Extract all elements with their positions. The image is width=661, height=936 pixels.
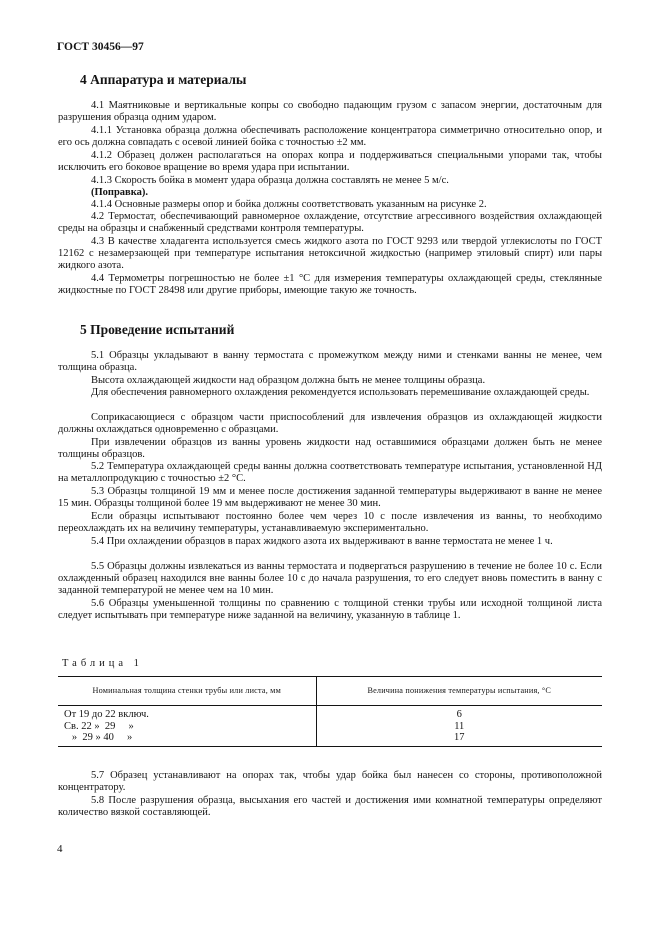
column-header-reduction: Величина понижения температуры испытания, °С	[316, 677, 602, 706]
paragraph-5-1-b: Высота охлаждающей жидкости над образцом должна быть не менее толщины образца.	[91, 375, 486, 386]
thickness-cell: От 19 до 22 включ.	[58, 706, 316, 721]
paragraph-5-4: 5.4 При охлаждении образцов в парах жидкого азота их выдерживают в ванне термостата не менее 1 ч.	[91, 536, 553, 547]
paragraph-5-1: 5.1 Образцы укладывают в ванну термостата с промежутком между ними и стенками ванны не менее, чем толщина образца.	[58, 350, 602, 373]
correction-note-text: (Поправка).	[91, 187, 148, 198]
paragraph-5-1-e: При извлечении образцов из ванны уровень жидкости над оставшимися образцами должен быть не менее толщины образцов.	[58, 437, 602, 460]
paragraph-5-6: 5.6 Образцы уменьшенной толщины по сравнению с толщиной стенки трубы или исходной толщиной листа следует испытывать при температуре ниже заданной на величину, указанную в таблице 1.	[58, 598, 602, 621]
paragraph-5-8: 5.8 После разрушения образца, высыхания его частей и достижения ими комнатной температуры определяют количество вязкой составляющей.	[58, 795, 602, 818]
paragraph-5-3: 5.3 Образцы толщиной 19 мм и менее после достижения заданной температуры выдерживают в ванне не менее 15 мин. Образцы толщиной более 19 мм выдерживают не менее 30 мин.	[58, 486, 602, 509]
reduction-cell: 17	[316, 732, 602, 746]
correction-note	[58, 187, 602, 199]
paragraph-4-1-3: 4.1.3 Скорость бойка в момент удара образца должна составлять не менее 5 м/с.	[91, 175, 449, 186]
page-number: 4	[57, 843, 63, 855]
paragraph-4-4: 4.4 Термометры погрешностью не более ±1 °С для измерения температуры охлаждающей среды, стеклянные жидкостные по ГОСТ 28498 или другие приборы, имеющие такую же точность.	[58, 273, 602, 296]
thickness-cell: » 29 » 40 »	[58, 732, 316, 746]
paragraph-5-7: 5.7 Образец устанавливают на опорах так, чтобы удар бойка был нанесен со стороны, противоположной концентратору.	[58, 770, 602, 793]
thickness-cell: Св. 22 » 29 »	[58, 721, 316, 733]
table-row	[58, 732, 602, 746]
column-header-thickness: Номинальная толщина стенки трубы или листа, мм	[58, 677, 316, 706]
paragraph-4-1-2: 4.1.2 Образец должен располагаться на опорах копра и поддерживаться специальными упорами так, чтобы исключить его боковое вращение во время удара при испытании.	[58, 150, 602, 173]
reduction-cell: 11	[454, 720, 465, 732]
reduction-table	[58, 676, 602, 747]
table-header-row	[58, 677, 602, 706]
paragraph-5-1-d: Соприкасающиеся с образцом части приспособлений для извлечения образцов из охлаждающей жидкости должны охлаждаться одновременно с образцами.	[58, 412, 602, 435]
table-row	[58, 706, 602, 721]
table-caption: Таблица 1	[62, 658, 143, 669]
paragraph-4-1: 4.1 Маятниковые и вертикальные копры со свободно падающим грузом с запасом энергии, достаточным для разрушения образца одним ударом.	[58, 100, 602, 123]
paragraph-4-2: 4.2 Термостат, обеспечивающий равномерное охлаждение, отсутствие агрессивного воздействия охлаждающей среды на образцы и снабженный средствами контроля температуры.	[58, 211, 602, 234]
paragraph-4-1-1: 4.1.1 Установка образца должна обеспечивать расположение концентратора симметрично относительно опор, и его ось должна совпадать с осевой линией бойка с точностью ±2 мм.	[58, 125, 602, 148]
section-5-title: 5 Проведение испытаний	[80, 322, 235, 337]
reduction-cell: 6	[456, 709, 462, 720]
paragraph-5-3-b: Если образцы испытывают постоянно более чем через 10 с после извлечения из ванны, то необходимо переохлаждать их на величину температуры, устанавливаемую экспериментально.	[58, 511, 602, 534]
section-4-title: 4 Аппаратура и материалы	[80, 72, 247, 87]
paragraph-4-1-4: 4.1.4 Основные размеры опор и бойка должны соответствовать указанным на рисунке 2.	[91, 199, 487, 210]
paragraph-4-3: 4.3 В качестве хладагента используется смесь жидкого азота по ГОСТ 9293 или твердой углекислоты по ГОСТ 12162 с незамерзающей при температуре испытания нетоксичной жидкостью (например этиловый спирт) или пары жидкого азота.	[58, 236, 602, 271]
paragraph-5-5: 5.5 Образцы должны извлекаться из ванны термостата и подвергаться разрушению в течение не более 10 с. Если охлажденный образец находился вне ванны более 10 с до начала разрушения, то его следует вновь поместить в ванну с заданной температурой не менее чем на 10 мин.	[58, 561, 602, 596]
paragraph-5-1-c: Для обеспечения равномерного охлаждения рекомендуется использовать перемешивание охлаждающей среды.	[91, 387, 590, 398]
table-row	[58, 721, 602, 733]
document-header: ГОСТ 30456—97	[57, 41, 144, 53]
paragraph-5-2: 5.2 Температура охлаждающей среды ванны должна соответствовать температуре испытания, установленной НД на металлопродукцию с точностью ±2 °С.	[58, 461, 602, 484]
